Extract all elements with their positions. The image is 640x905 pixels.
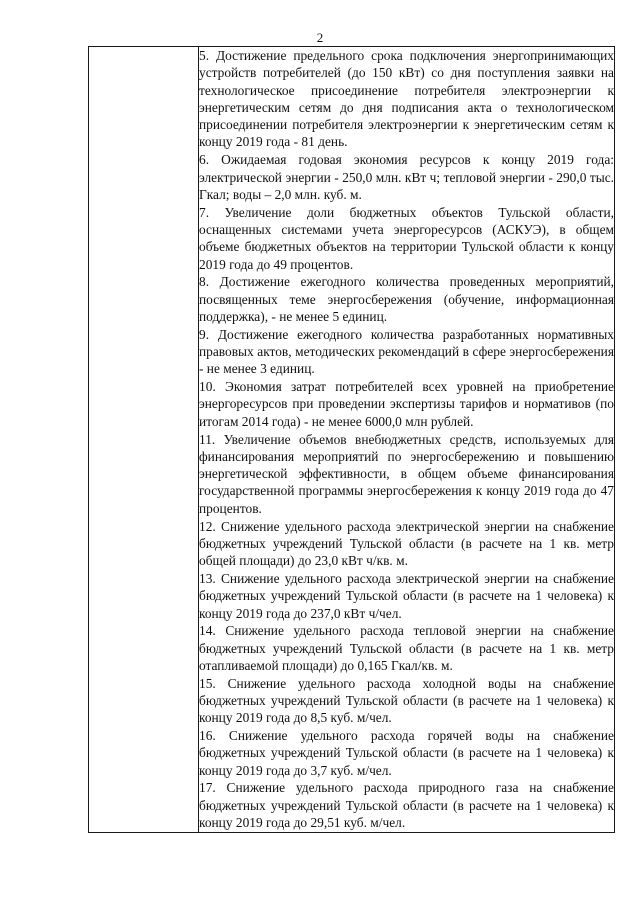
indicator-item-11: 11. Увеличение объемов внебюджетных средств, используемых для финансирования мероприятий по энергосбережению и повышению энергетической эффективности, в общем объеме финансирования государственной программы энергосбережения к концу 2019 года до 47 процентов. [199,431,614,516]
indicator-item-17: 17. Снижение удельного расхода природного газа на снабжение бюджетных учреждений Тульской области (в расчете на 1 человека) к концу 2019 года до 29,51 куб. м/чел. [199,780,614,831]
table-cell-label [89,47,199,833]
indicator-item-10: 10. Экономия затрат потребителей всех уровней на приобретение энергоресурсов при проведении экспертизы тарифов и нормативов (по итогам 2014 года) - не менее 6000,0 млн рублей. [199,379,614,429]
indicator-item-9: 9. Достижение ежегодного количества разработанных нормативных правовых актов, методических рекомендаций в сфере энергосбережения - не менее 3 единиц. [199,326,614,377]
indicator-item-15: 15. Снижение удельного расхода холодной воды на снабжение бюджетных учреждений Тульской области (в расчете на 1 человека) к концу 2019 года до 8,5 куб. м/чел. [199,675,614,726]
indicators-table [88,46,615,833]
page-number: 2 [316,30,324,45]
indicator-item-7: 7. Увеличение доли бюджетных объектов Тульской области, оснащенных системами учета энергоресурсов (АСКУЭ), в общем объеме бюджетных объектов на территории Тульской области к концу 2019 года до 49 процентов. [199,204,614,272]
indicator-item-16: 16. Снижение удельного расхода горячей воды на снабжение бюджетных учреждений Тульской области (в расчете на 1 человека) к концу 2019 года до 3,7 куб. м/чел. [199,728,614,778]
indicator-item-12: 12. Снижение удельного расхода электрической энергии на снабжение бюджетных учреждений Тульской области (в расчете на 1 кв. метр общей площади) до 23,0 кВт ч/кв. м. [199,518,614,569]
indicator-item-6: 6. Ожидаемая годовая экономия ресурсов к концу 2019 года: электрической энергии - 250,0 млн. кВт ч; тепловой энергии - 290,0 тыс. Гкал; воды – 2,0 млн. куб. м. [199,152,614,202]
indicator-item-8: 8. Достижение ежегодного количества проведенных мероприятий, посвященных теме энергосбережения (обучение, информационная поддержка), - не менее 5 единиц. [199,274,614,324]
indicator-item-14: 14. Снижение удельного расхода тепловой энергии на снабжение бюджетных учреждений Тульской области (в расчете на 1 кв. метр отапливаемой площади) до 0,165 Гкал/кв. м. [199,623,614,673]
table-row [89,47,615,833]
table-cell-indicators [199,47,615,833]
indicator-item-5: 5. Достижение предельного срока подключения энергопринимающих устройств потребителей (до 150 кВт) со дня поступления заявки на технологическое присоединение потребителя электроэнергии к энергетическим сетям до дня подписания акта о технологическом присоединении потребителя электроэнергии к энергетическим сетям к концу 2019 года - 81 день. [199,48,614,150]
indicator-item-13: 13. Снижение удельного расхода электрической энергии на снабжение бюджетных учреждений Тульской области (в расчете на 1 человека) к концу 2019 года до 237,0 кВт ч/чел. [199,570,614,621]
